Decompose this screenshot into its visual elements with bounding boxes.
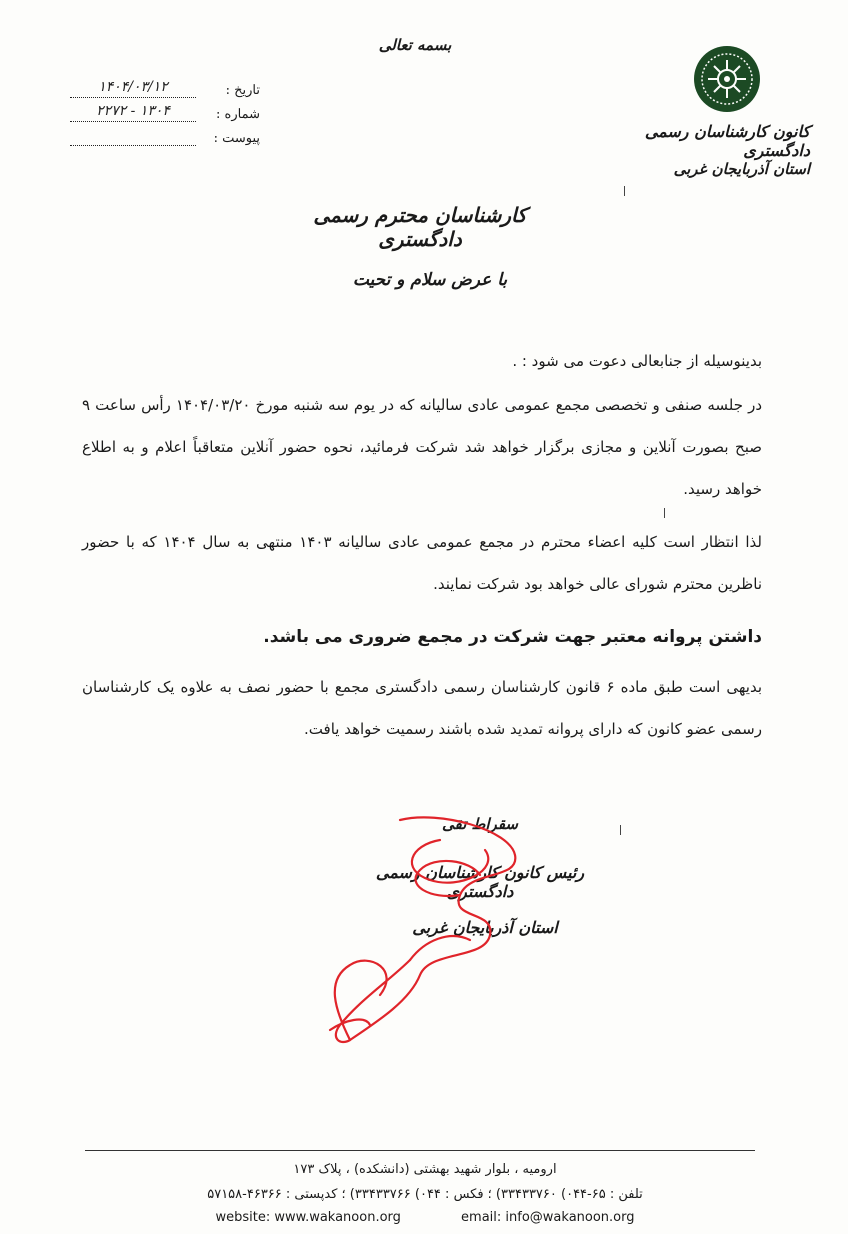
attachment-label: پیوست : [213, 131, 260, 146]
footer-phones: تلفن : ۶۵-۰۴۴) ۳۳۴۳۳۷۶۰) ؛ فکس : ۰۴۴) ۳۳۴۳۳۷۶۶) ؛ کدپستی : ۴۶۳۶۶-۵۷۱۵۸ [207, 1187, 643, 1202]
paragraph-attendance: لذا انتظار است کلیه اعضاء محترم در مجمع عمومی عادی سالیانه ۱۴۰۳ منتهی به سال ۱۴۰۴ که با حضور ناظرین محترم شورای عالی خواهد بود شرکت نمایند. [82, 533, 762, 593]
footer-contacts [90, 1210, 760, 1225]
attachment-row [70, 122, 260, 146]
footer-address: ارومیه ، بلوار شهید بهشتی (دانشکده) ، پلاک ۱۷۳ [293, 1162, 557, 1177]
signatory-province: استان آذربایجان غربی [412, 918, 558, 937]
paragraph-meeting-details: در جلسه صنفی و تخصصی مجمع عمومی عادی سالیانه که در یوم سه شنبه مورخ ۱۴۰۴/۰۳/۲۰ رأس ساعت ۹ صبح بصورت آنلاین و مجازی برگزار خواهد شد شرکت فرمائید، نحوه حضور آنلاین متعاقباً اعلام و به اطلاع خواهد رسید. [82, 396, 762, 498]
number-label: شماره : [216, 107, 260, 122]
basmala: بسمه تعالی [378, 36, 452, 54]
number-value: ۱۳۰۴ - ۲۲۷۲ [70, 101, 196, 122]
letter-meta [70, 74, 260, 146]
date-value: ۱۴۰۴/۰۳/۱۲ [70, 77, 196, 98]
paragraph-invitation: بدینوسیله از جنابعالی دعوت می شود : . [512, 352, 762, 370]
paragraph-quorum: بدیهی است طبق ماده ۶ قانون کارشناسان رسمی دادگستری مجمع با حضور نصف به علاوه یک کارشناسان رسمی عضو کانون که دارای پروانه تمدید شده باشند رسمیت خواهد یافت. [82, 678, 762, 738]
scan-mark [664, 508, 665, 518]
addressee: کارشناسان محترم رسمی دادگستری [313, 203, 527, 251]
greeting: با عرض سلام و تحیت [352, 270, 508, 290]
date-label: تاریخ : [225, 83, 260, 98]
footer-website[interactable]: website: www.wakanoon.org [215, 1210, 401, 1225]
attachment-value [70, 125, 196, 146]
signatory-name: سقراط تقی [442, 815, 518, 833]
paragraph-license-requirement: داشتن پروانه معتبر جهت شرکت در مجمع ضروری می باشد. [263, 627, 762, 647]
scan-mark [624, 186, 625, 196]
date-row [70, 74, 260, 98]
org-name: کانون کارشناسان رسمی دادگستری [644, 122, 810, 160]
scan-mark [620, 825, 621, 835]
org-province: استان آذربایجان غربی [673, 160, 810, 178]
number-row [70, 98, 260, 122]
signatory-title: رئیس کانون کارشناسان رسمی دادگستری [375, 863, 585, 901]
footer-divider [85, 1150, 755, 1151]
kanoon-emblem-icon [692, 44, 762, 114]
footer-email[interactable]: email: info@wakanoon.org [461, 1210, 635, 1225]
